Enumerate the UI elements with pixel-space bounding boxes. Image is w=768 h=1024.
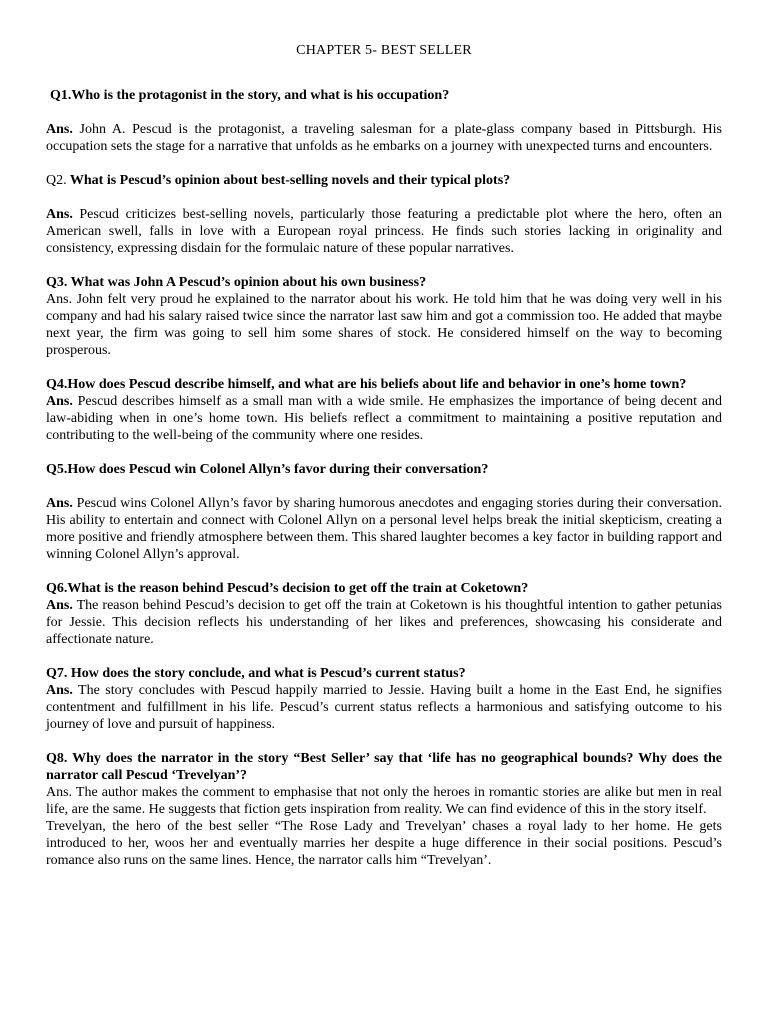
question-2 <box>46 172 722 189</box>
answer-1 <box>46 121 722 155</box>
question-5 <box>46 461 722 478</box>
question-2-number: Q2. <box>46 173 67 188</box>
answer-1-label: Ans. <box>46 122 73 137</box>
question-4-text: Q4.How does Pescud describe himself, and what are his beliefs about life and behavior in one’s home town? <box>46 377 687 392</box>
answer-5 <box>46 495 722 563</box>
answer-7 <box>46 682 722 733</box>
answer-6-label: Ans. <box>46 598 73 613</box>
question-7-text: Q7. How does the story conclude, and what is Pescud’s current status? <box>46 666 466 681</box>
question-1-text: Q1.Who is the protagonist in the story, and what is his occupation? <box>50 88 450 103</box>
question-5-text: Q5.How does Pescud win Colonel Allyn’s favor during their conversation? <box>46 462 489 477</box>
question-8 <box>46 750 722 784</box>
question-7 <box>46 665 722 682</box>
answer-2-text: Pescud criticizes best-selling novels, particularly those featuring a predictable plot where the hero, often an American swell, falls in love with a European royal princess. He finds such stories lacking in originality and consistency, expressing disdain for the formulaic nature of these popular narratives. <box>46 207 722 256</box>
question-1 <box>46 87 722 104</box>
answer-7-text: The story concludes with Pescud happily married to Jessie. Having built a home in the East End, he signifies contentment and fulfillment in his life. Pescud’s current status reflects a harmonious and satisfying outcome to his journey of love and pursuit of happiness. <box>46 683 722 732</box>
answer-8-text-2: Trevelyan, the hero of the best seller “The Rose Lady and Trevelyan’ chases a royal lady to her home. He gets introduced to her, woos her and eventually marries her despite a huge difference in their social positions. Pescud’s romance also runs on the same lines. Hence, the narrator calls him “Trevelyan’. <box>46 819 722 868</box>
question-8-text: Q8. Why does the narrator in the story “Best Seller’ say that ‘life has no geographical bounds? Why does the narrator call Pescud ‘Trevelyan’? <box>46 751 722 783</box>
answer-8-text: Ans. The author makes the comment to emphasise that not only the heroes in romantic stories are alike but men in real life, are the same. He suggests that fiction gets inspiration from reality. We can find evidence of this in the story itself. <box>46 785 722 817</box>
answer-4-label: Ans. <box>46 394 73 409</box>
answer-4-text: Pescud describes himself as a small man with a wide smile. He emphasizes the importance of being decent and law-abiding when in one’s home town. His beliefs reflect a commitment to maintaining a positive reputation and contributing to the well-being of the community where one resides. <box>46 394 722 443</box>
answer-8-continued <box>46 818 722 869</box>
question-6 <box>46 580 722 597</box>
answer-6 <box>46 597 722 648</box>
answer-2 <box>46 206 722 257</box>
answer-8 <box>46 784 722 818</box>
answer-4 <box>46 393 722 444</box>
answer-3 <box>46 291 722 359</box>
answer-5-text: Pescud wins Colonel Allyn’s favor by sharing humorous anecdotes and engaging stories during their conversation. His ability to entertain and connect with Colonel Allyn on a personal level helps break the initial skepticism, creating a more positive and friendly atmosphere between them. This shared laughter becomes a key factor in building rapport and winning Colonel Allyn’s approval. <box>46 496 722 562</box>
answer-1-text: John A. Pescud is the protagonist, a traveling salesman for a plate-glass company based in Pittsburgh. His occupation sets the stage for a narrative that unfolds as he embarks on a journey with unexpected turns and encounters. <box>46 122 722 154</box>
answer-5-label: Ans. <box>46 496 73 511</box>
question-6-text: Q6.What is the reason behind Pescud’s decision to get off the train at Coketown? <box>46 581 529 596</box>
question-3-text: Q3. What was John A Pescud’s opinion about his own business? <box>46 275 427 290</box>
question-4 <box>46 376 722 393</box>
document-page <box>46 42 722 869</box>
question-2-text: What is Pescud’s opinion about best-selling novels and their typical plots? <box>66 173 511 188</box>
answer-3-text: Ans. John felt very proud he explained to the narrator about his work. He told him that he was doing very well in his company and had his salary raised twice since the narrator last saw him and got a commission too. He added that maybe next year, the firm was going to sell him some shares of stock. He considered himself on the way to becoming prosperous. <box>46 292 722 358</box>
question-3 <box>46 274 722 291</box>
answer-2-label: Ans. <box>46 207 73 222</box>
answer-6-text: The reason behind Pescud’s decision to get off the train at Coketown is his thoughtful intention to gather petunias for Jessie. This decision reflects his understanding of her likes and preferences, showcasing his considerate and affectionate nature. <box>46 598 722 647</box>
answer-7-label: Ans. <box>46 683 73 698</box>
page-title: CHAPTER 5- BEST SELLER <box>296 43 472 58</box>
